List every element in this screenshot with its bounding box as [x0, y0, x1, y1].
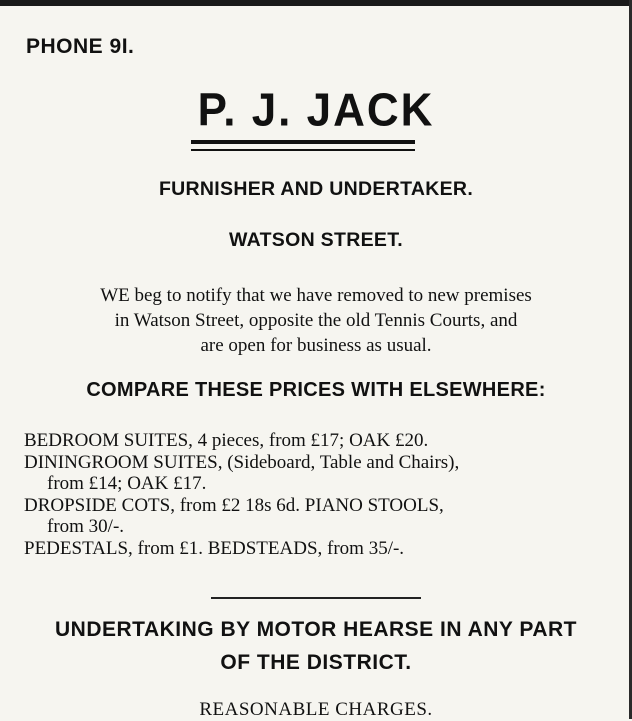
business-name: P. J. JACK	[197, 84, 435, 137]
charges-line: REASONABLE CHARGES.	[199, 699, 433, 720]
notice-line: in Watson Street, opposite the old Tennis Courts, and	[114, 310, 518, 331]
notice-line: are open for business as usual.	[200, 335, 432, 356]
undertaking-line: UNDERTAKING BY MOTOR HEARSE IN ANY PART	[55, 618, 577, 641]
price-list	[24, 430, 624, 559]
notice-line: WE beg to notify that we have removed to new premises	[100, 285, 532, 306]
price-line: from 30/-.	[47, 516, 125, 537]
price-line: from £14; OAK £17.	[47, 473, 207, 494]
top-border	[0, 0, 632, 6]
double-rule-bottom	[191, 149, 415, 151]
price-line: BEDROOM SUITES, 4 pieces, from £17; OAK £20.	[24, 430, 429, 451]
phone-number: PHONE 9I.	[26, 35, 135, 58]
price-line: PEDESTALS, from £1. BEDSTEADS, from 35/-.	[24, 537, 405, 559]
notice-paragraph	[16, 283, 616, 358]
undertaking-line: OF THE DISTRICT.	[220, 651, 412, 674]
price-line: DININGROOM SUITES, (Sideboard, Table and Chairs),	[24, 451, 460, 473]
trade-heading: FURNISHER AND UNDERTAKER.	[158, 178, 474, 200]
compare-heading: COMPARE THESE PRICES WITH ELSEWHERE:	[86, 379, 546, 401]
price-line: DROPSIDE COTS, from £2 18s 6d. PIANO STOOLS,	[24, 494, 444, 516]
street-heading: WATSON STREET.	[229, 229, 403, 251]
double-rule-top	[191, 140, 415, 144]
divider	[211, 597, 421, 599]
undertaking-heading	[0, 613, 632, 679]
